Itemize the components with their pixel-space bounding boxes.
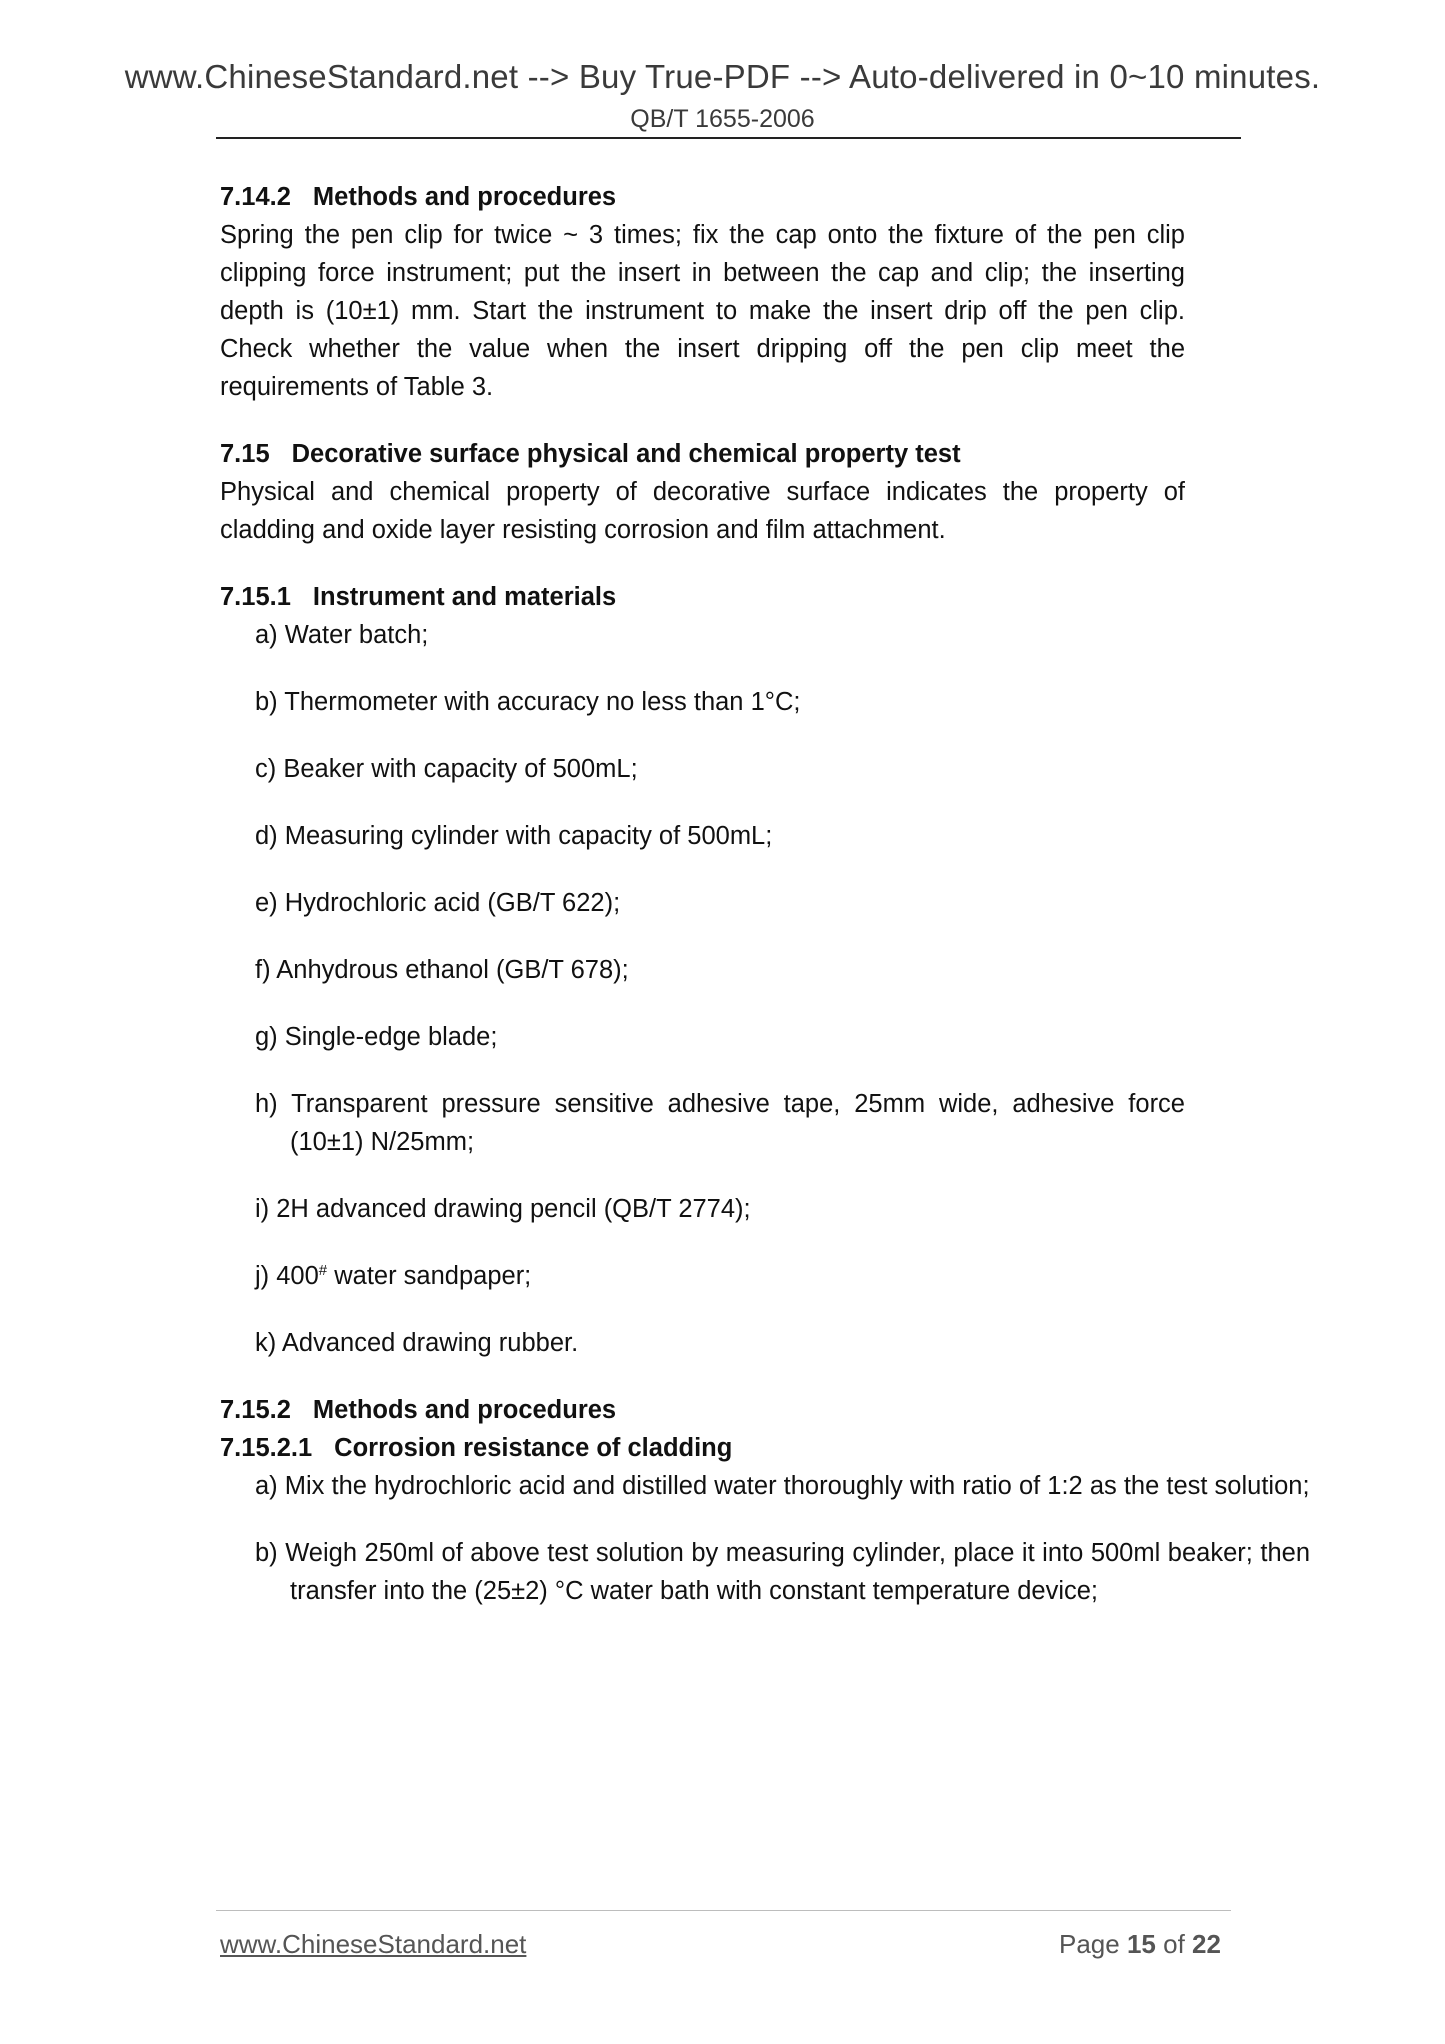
footer-rule [216, 1910, 1231, 1911]
list-item: h) Transparent pressure sensitive adhesive tape, 25mm wide, adhesive force (10±1) N/25mm; [255, 1090, 1185, 1156]
paragraph-7-15: Physical and chemical property of decorative surface indicates the property of cladding and oxide layer resisting corrosion and film attachment. [220, 478, 1185, 544]
list-item [220, 1257, 1185, 1295]
list-item: d) Measuring cylinder with capacity of 500mL; [255, 822, 773, 850]
page-indicator [1059, 1929, 1221, 1960]
section-number: 7.15.2 [220, 1396, 291, 1424]
section-title: Decorative surface physical and chemical property test [291, 440, 961, 468]
paragraph-7-14-2: Spring the pen clip for twice ~ 3 times; fix the cap onto the fixture of the pen clip clipping force instrument; put the insert in between the cap and clip; the inserting depth is (10±1) mm. Start the instrument to make the insert drip off the pen clip. Check whether the value when the insert dripping off the pen clip meet the requirements of Table 3. [220, 221, 1185, 401]
section-title: Methods and procedures [312, 183, 617, 211]
list-item: f) Anhydrous ethanol (GB/T 678); [255, 956, 629, 984]
section-number: 7.15.1 [220, 583, 291, 611]
header-banner[interactable]: www.ChineseStandard.net --> Buy True-PDF --> Auto-delivered in 0~10 minutes. [124, 58, 1321, 95]
section-title: Methods and procedures [312, 1396, 617, 1424]
heading-7-15 [220, 435, 1185, 473]
list-item: a) Mix the hydrochloric acid and distilled water thoroughly with ratio of 1:2 as the test solution; [255, 1472, 1310, 1500]
section-title: Instrument and materials [312, 583, 617, 611]
heading-7-14-2 [220, 178, 1185, 216]
section-number: 7.15.2.1 [220, 1434, 313, 1462]
item-j-prefix: j) 400 [255, 1262, 319, 1290]
page-label: Page [1059, 1929, 1120, 1959]
section-number: 7.15 [220, 440, 270, 468]
item-j-suffix: water sandpaper; [327, 1262, 532, 1290]
list-item: i) 2H advanced drawing pencil (QB/T 2774); [255, 1195, 751, 1223]
page-current: 15 [1126, 1929, 1156, 1959]
heading-7-15-2-1 [220, 1429, 1185, 1467]
document-body [220, 178, 1310, 1639]
section-title: Corrosion resistance of cladding [334, 1434, 733, 1462]
list-item: k) Advanced drawing rubber. [255, 1329, 579, 1357]
list-item: b) Weigh 250ml of above test solution by measuring cylinder, place it into 500ml beaker; then transfer into the (25±2) °C water bath with constant temperature device; [255, 1539, 1310, 1605]
list-item: c) Beaker with capacity of 500mL; [255, 755, 638, 783]
header-rule [216, 137, 1241, 139]
list-item: e) Hydrochloric acid (GB/T 622); [255, 889, 621, 917]
heading-7-15-2 [220, 1391, 1185, 1429]
section-number: 7.14.2 [220, 183, 291, 211]
footer-link[interactable]: www.ChineseStandard.net [220, 1929, 527, 1959]
list-item: b) Thermometer with accuracy no less than 1°C; [255, 688, 801, 716]
standard-number: QB/T 1655-2006 [630, 105, 815, 133]
heading-7-15-1 [220, 578, 1185, 616]
page-total: 22 [1192, 1929, 1221, 1959]
list-item: g) Single-edge blade; [255, 1023, 498, 1051]
page-of: of [1163, 1929, 1185, 1959]
item-j-superscript: # [318, 1262, 328, 1279]
list-item: a) Water batch; [255, 621, 429, 649]
